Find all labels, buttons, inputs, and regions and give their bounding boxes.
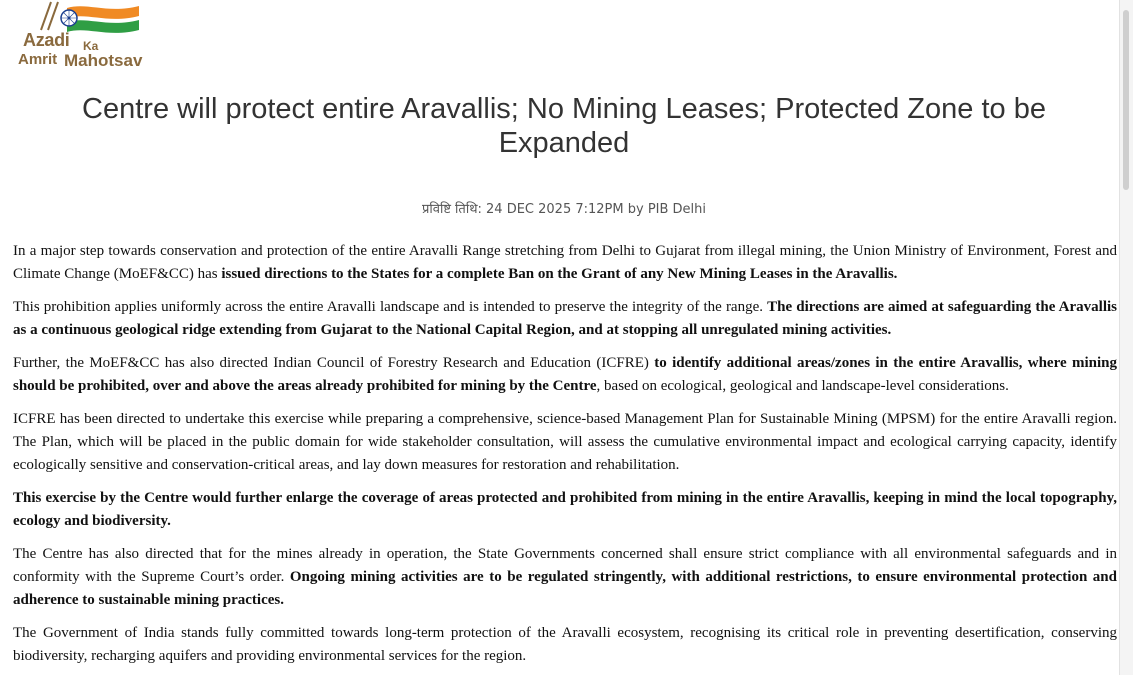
article-paragraph: Further, the MoEF&CC has also directed Indian Council of Forestry Research and Education (ICFRE) to identify additional areas/zones in the entire Aravallis, where mining should be prohibited, over and above the areas already prohibited for mining by the Centre, based on ecological, geological and landscape-level considerations. <box>13 355 1117 394</box>
article-paragraph: The Centre has also directed that for the mines already in operation, the State Governments concerned shall ensure strict compliance with all environmental safeguards and in conformity with the Supreme Court’s order. Ongoing mining activities are to be regulated stringently, with additional restrictions, to ensure environmental protection and adherence to sustainable mining practices. <box>13 546 1117 608</box>
scrollbar-thumb[interactable] <box>1123 10 1129 190</box>
article-paragraph: This prohibition applies uniformly across the entire Aravalli landscape and is intended to preserve the integrity of the range. The directions are aimed at safeguarding the Aravallis as a continuous geological ridge extending from Gujarat to the National Capital Region, and at stopping all unregulated mining activities. <box>13 299 1117 338</box>
azadi-ka-amrit-mahotsav-logo[interactable] <box>17 0 167 74</box>
logo-text-mahotsav: Mahotsav <box>64 51 143 70</box>
vertical-scrollbar[interactable] <box>1119 0 1133 675</box>
article-paragraph: This exercise by the Centre would further enlarge the coverage of areas protected and prohibited from mining in the entire Aravallis, keeping in mind the local topography, ecology and biodiversity. <box>13 490 1117 529</box>
article-paragraph: In a major step towards conservation and protection of the entire Aravalli Range stretching from Delhi to Gujarat from illegal mining, the Union Ministry of Environment, Forest and Climate Change (MoEF&CC) has issued directions to the States for a complete Ban on the Grant of any New Mining Leases in the Aravallis. <box>13 243 1117 282</box>
release-date-line <box>0 201 1128 219</box>
article-body <box>13 240 1117 675</box>
release-datetime: 24 DEC 2025 7:12PM <box>486 202 624 217</box>
logo-text-ka: Ka <box>83 39 99 53</box>
article-paragraph: ICFRE has been directed to undertake this exercise while preparing a comprehensive, science-based Management Plan for Sustainable Mining (MPSM) for the entire Aravalli region. The Plan, which will be placed in the public domain for wide stakeholder consultation, will assess the cumulative environmental impact and ecological carrying capacity, identify ecologically sensitive and conservation-critical areas, and lay down measures for restoration and rehabilitation. <box>13 411 1117 473</box>
page-title: Centre will protect entire Aravallis; No Mining Leases; Protected Zone to be Expanded <box>82 93 1046 159</box>
logo-text-amrit: Amrit <box>18 51 58 68</box>
release-source: by PIB Delhi <box>627 202 707 217</box>
release-date-label: प्रविष्टि तिथि: <box>421 202 482 217</box>
article-paragraph: The Government of India stands fully committed towards long-term protection of the Aravalli ecosystem, recognising its critical role in preventing desertification, conserving biodiversity, recharging aquifers and providing environmental services for the region. <box>13 625 1117 664</box>
logo-text-azadi: Azadi <box>23 30 70 50</box>
